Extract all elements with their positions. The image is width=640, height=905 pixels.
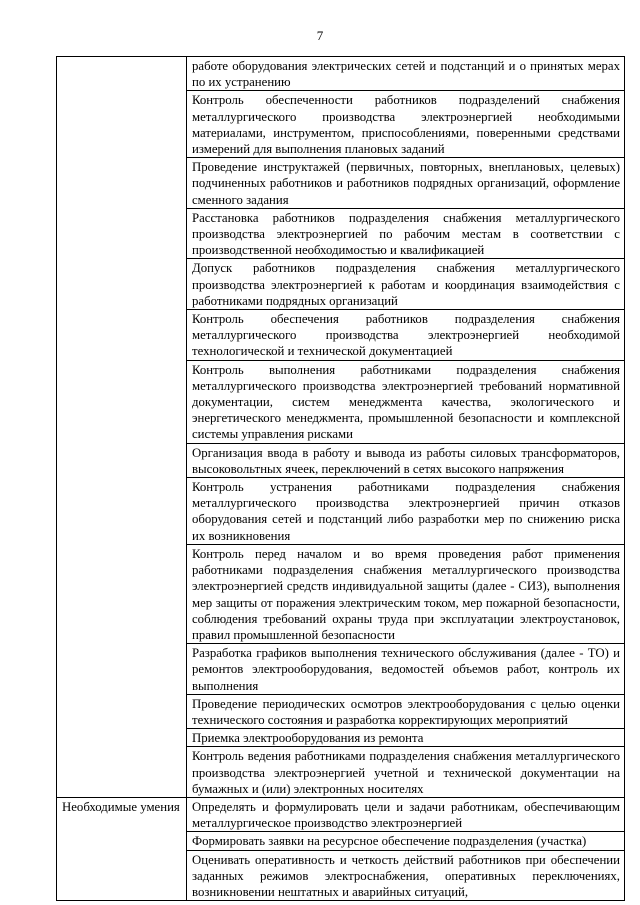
- table-cell: Определять и формулировать цели и задачи работникам, обеспечивающим металлургическое производство электроэнергией: [187, 797, 625, 831]
- table-cell: Формировать заявки на ресурсное обеспечение подразделения (участка): [187, 832, 625, 850]
- table-cell: Разработка графиков выполнения технического обслуживания (далее - ТО) и ремонтов электрооборудования, ведомостей объемов работ, контроль их выполнения: [187, 644, 625, 695]
- table-cell: Расстановка работников подразделения снабжения металлургического производства электроэнергией по рабочим местам в соответствии с производственной необходимостью и квалификацией: [187, 208, 625, 259]
- table-cell: Контроль ведения работниками подразделения снабжения металлургического производства электроэнергией учетной и технической документации на бумажных и (или) электронных носителях: [187, 747, 625, 798]
- table-row: [57, 57, 625, 91]
- table-cell: работе оборудования электрических сетей и подстанций и о принятых мерах по их устранению: [187, 57, 625, 91]
- table-cell: Контроль перед началом и во время проведения работ применения работниками подразделения снабжения металлургического производства электроэнергией средств индивидуальной защиты (далее - СИЗ), выполнения мер защиты от поражения электрическим током, мер пожарной безопасности, соблюдения требований охраны труда при эксплуатации электроустановок, правил промышленной безопасности: [187, 544, 625, 643]
- labor-functions-table: [56, 56, 625, 901]
- table-cell: Контроль устранения работниками подразделения снабжения металлургического производства электроэнергией причин отказов оборудования сетей и подстанций либо разработки мер по снижению риска их возникновения: [187, 478, 625, 545]
- page-number: 7: [316, 28, 324, 43]
- table-cell: Проведение периодических осмотров электрооборудования с целью оценки технического состояния и разработка корректирующих мероприятий: [187, 694, 625, 728]
- table-cell: Допуск работников подразделения снабжения металлургического производства электроэнергией к работам и координация взаимодействия с работниками подрядных организаций: [187, 259, 625, 310]
- skills-label: Необходимые умения: [57, 797, 187, 900]
- table-cell: Контроль обеспеченности работников подразделений снабжения металлургического производства электроэнергией необходимыми материалами, инструментом, приспособлениями, поверенными средствами измерений для выполнения плановых заданий: [187, 91, 625, 158]
- table-row: [57, 797, 625, 831]
- table-cell: Приемка электрооборудования из ремонта: [187, 729, 625, 747]
- table-cell: Проведение инструктажей (первичных, повторных, внеплановых, целевых) подчиненных работников и работников подрядных организаций, оформление сменного задания: [187, 158, 625, 209]
- empty-label-cell: [57, 57, 187, 798]
- table-cell: Организация ввода в работу и вывода из работы силовых трансформаторов, высоковольтных ячеек, переключений в сетях высокого напряжения: [187, 443, 625, 477]
- table-cell: Оценивать оперативность и четкость действий работников при обеспечении заданных режимов электроснабжения, оперативных переключениях, возникновении нештатных и аварийных ситуаций,: [187, 850, 625, 901]
- table-cell: Контроль выполнения работниками подразделения снабжения металлургического производства электроэнергией требований нормативной документации, систем менеджмента качества, экологического и энергетического менеджмента, промышленной безопасности и комплексной системы управления рисками: [187, 360, 625, 443]
- table-cell: Контроль обеспечения работников подразделения снабжения металлургического производства электроэнергией необходимой технологической и технической документацией: [187, 310, 625, 361]
